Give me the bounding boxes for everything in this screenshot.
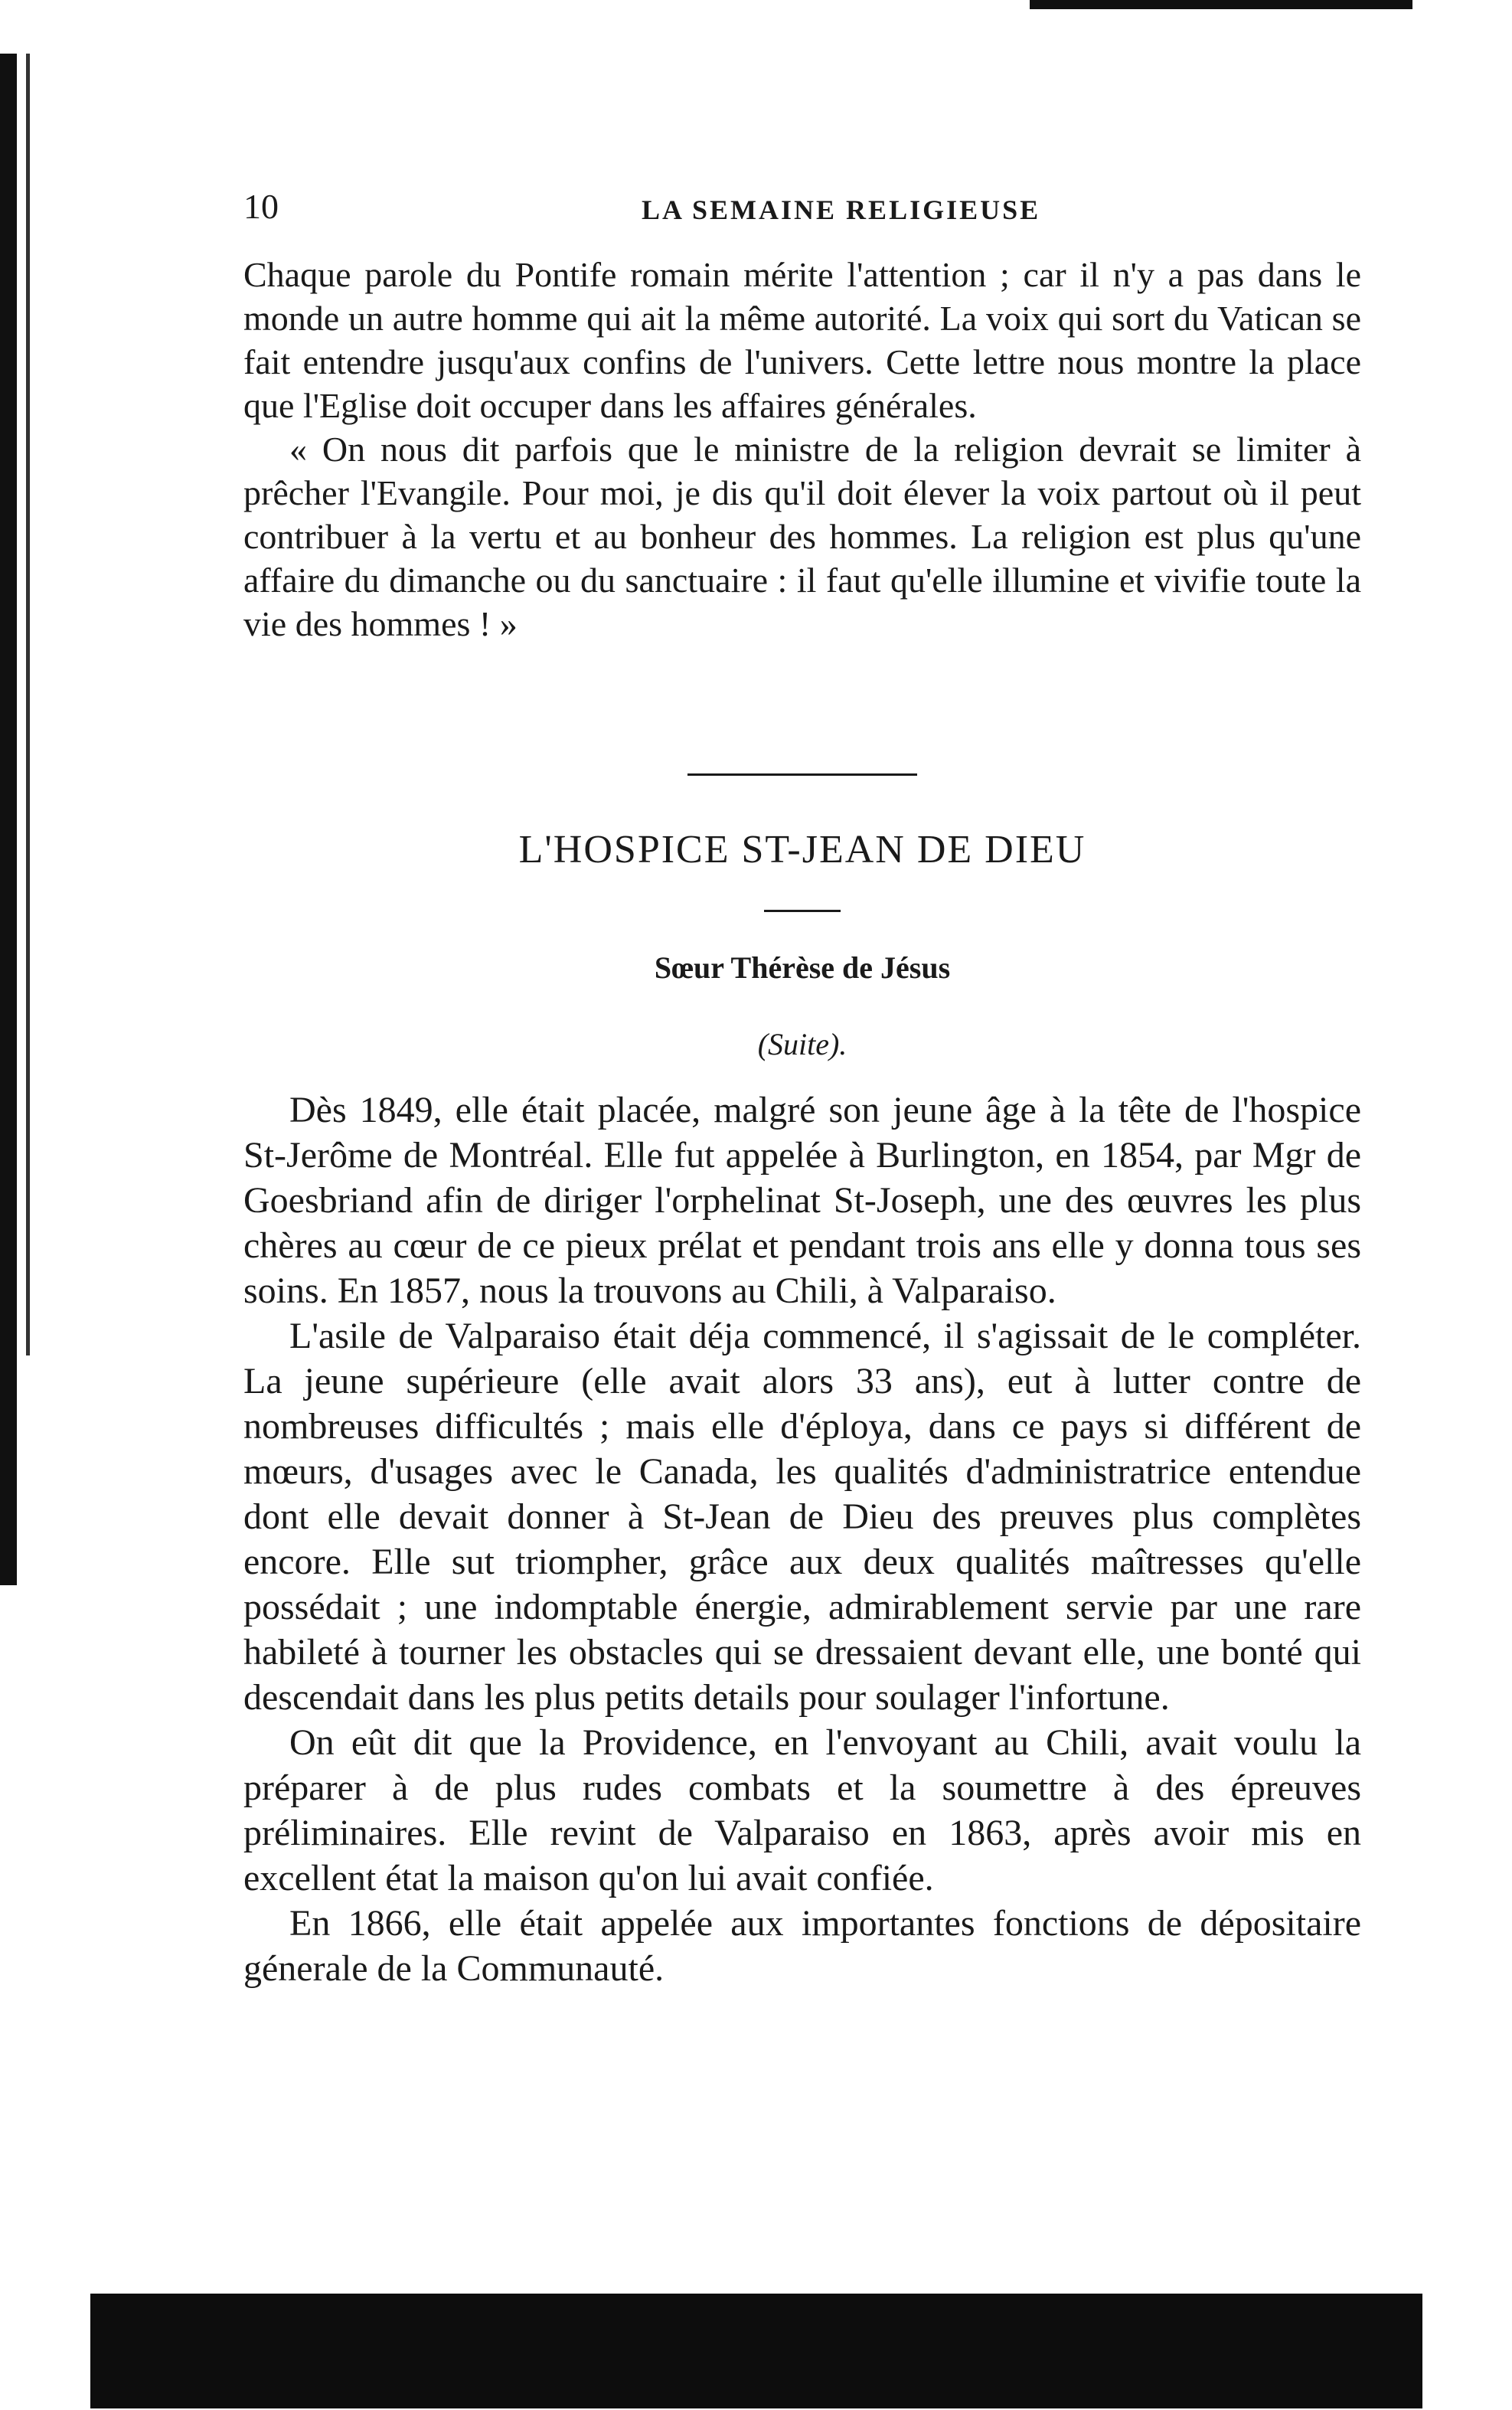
page-number: 10 (243, 187, 279, 226)
continuation-note: (Suite). (757, 1027, 847, 1061)
title-rule (764, 910, 841, 912)
intro-section (243, 253, 1361, 646)
scan-border-bottom (90, 2294, 1422, 2408)
article-body (243, 1087, 1361, 1991)
scan-border-left-inner (26, 54, 30, 1355)
article-paragraph: En 1866, elle était appelée aux importantes fonctions de dépositaire génerale de la Communauté. (243, 1903, 1361, 1989)
intro-quote-paragraph: « On nous dit parfois que le ministre de la religion devrait se limiter à prêcher l'Evangile. Pour moi, je dis qu'il doit élever la voix partout où il peut contribuer à la vertu et au bonheur des hommes. La religion est plus qu'une affaire du dimanche ou du sanctuaire : il faut qu'elle illumine et vivifie toute la vie des hommes ! » (243, 430, 1361, 643)
article-paragraph: On eût dit que la Providence, en l'envoyant au Chili, avait voulu la préparer à de plus rudes combats et la soumettre à des épreuves préliminaires. Elle revint de Valparaiso en 1863, après avoir mis en excellent état la maison qu'on lui avait confiée. (243, 1722, 1361, 1898)
scan-border-top (1030, 0, 1412, 9)
scan-border-left (0, 54, 17, 1585)
section-divider (687, 773, 917, 776)
article-title: L'HOSPICE ST-JEAN DE DIEU (518, 828, 1086, 871)
article-paragraph: Dès 1849, elle était placée, malgré son jeune âge à la tête de l'hospice St-Jerôme de Montréal. Elle fut appelée à Burlington, en 1854, par Mgr de Goesbriand afin de diriger l'orphelinat St-Joseph, une des œuvres les plus chères au cœur de ce pieux prélat et pendant trois ans elle y donna tous ses soins. En 1857, nous la trouvons au Chili, à Valparaiso. (243, 1090, 1361, 1311)
intro-paragraph: Chaque parole du Pontife romain mérite l'attention ; car il n'y a pas dans le monde un autre homme qui ait la même autorité. La voix qui sort du Vatican se fait entendre jusqu'aux confins de l'univers. Cette lettre nous montre la place que l'Eglise doit occuper dans les affaires générales. (243, 255, 1361, 425)
journal-title: LA SEMAINE RELIGIEUSE (642, 195, 1041, 225)
running-head (243, 184, 1361, 230)
article-paragraph: L'asile de Valparaiso était déja commencé, il s'agissait de le compléter. La jeune supérieure (elle avait alors 33 ans), eut à lutter contre de nombreuses difficultés ; mais elle d'éploya, dans ce pays si différent de mœurs, d'usages avec le Canada, les qualités d'administratrice entendue dont elle devait donner à St-Jean de Dieu des preuves plus complètes encore. Elle sut triompher, grâce aux deux qualités maîtresses qu'elle possédait ; une indomptable énergie, admirablement servie par une rare habileté à tourner les obstacles qui se dressaient devant elle, une bonté qui descendait dans les plus petits details pour soulager l'infortune. (243, 1316, 1361, 1718)
article-subtitle: Sœur Thérèse de Jésus (654, 950, 951, 985)
